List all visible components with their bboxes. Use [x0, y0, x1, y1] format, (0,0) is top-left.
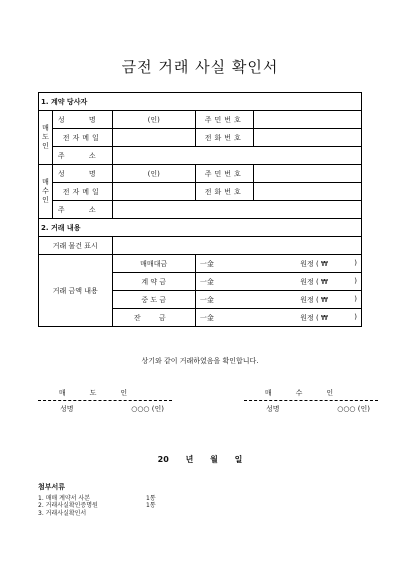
amount-row: [39, 255, 362, 273]
seller-seal: (인): [147, 115, 160, 124]
amount-label: 거래 금액 내용: [39, 255, 113, 327]
buyer-phone-label: 전화번호: [195, 183, 253, 201]
buyer-address-row: [39, 201, 362, 219]
buyer-phone-field[interactable]: [253, 183, 361, 201]
attachment-item: 2. 거래사실확인증명원 1통: [38, 502, 156, 509]
attachment-item: 3. 거래사실확인서: [38, 509, 87, 517]
contract-form-table: [38, 92, 362, 327]
buyer-signature-name-label: 성명: [266, 405, 280, 413]
seller-label: 매 도 인: [39, 111, 53, 165]
attachment-item: 1. 매매 계약서 사본 1통: [38, 494, 156, 502]
buyer-signature-seal[interactable]: ○○○ (인): [337, 405, 370, 413]
buyer-name-label: 성 명: [52, 165, 112, 183]
seller-signature-seal[interactable]: ○○○ (인): [131, 405, 164, 413]
buyer-email-row: [39, 183, 362, 201]
amount-row-label: 매매대금: [112, 255, 195, 273]
section1-header-row: [39, 93, 362, 111]
amount-field[interactable]: 一金 원정 ( ₩ ): [195, 273, 361, 291]
buyer-signature: [244, 388, 378, 414]
seller-id-label: 주민번호: [195, 111, 253, 129]
seller-address-label: 주 소: [52, 147, 112, 165]
section1-heading: 1. 계약 당사자: [39, 93, 362, 111]
buyer-email-field[interactable]: [112, 183, 195, 201]
seller-signature: [38, 388, 172, 414]
seller-email-row: [39, 129, 362, 147]
seller-name-field[interactable]: [112, 111, 195, 129]
amount-row-label: 잔 금: [112, 309, 195, 327]
amount-field[interactable]: 一金 원정 ( ₩ ): [195, 309, 361, 327]
buyer-address-label: 주 소: [52, 201, 112, 219]
seller-phone-label: 전화번호: [195, 129, 253, 147]
section2-header-row: [39, 219, 362, 237]
confirmation-statement: 상기와 같이 거래하였음을 확인합니다.: [141, 357, 259, 365]
document-date: 20 년 월 일: [157, 455, 243, 464]
seller-address-row: [39, 147, 362, 165]
buyer-email-label: 전자메일: [52, 183, 112, 201]
buyer-address-field[interactable]: [112, 201, 361, 219]
seller-phone-field[interactable]: [253, 129, 361, 147]
buyer-id-label: 주민번호: [195, 165, 253, 183]
buyer-label: 매 수 인: [39, 165, 53, 219]
buyer-name-row: [39, 165, 362, 183]
attachments: [38, 484, 156, 517]
seller-email-label: 전자메일: [52, 129, 112, 147]
item-row: [39, 237, 362, 255]
seller-address-field[interactable]: [112, 147, 361, 165]
buyer-signature-role: 매수인: [264, 389, 358, 397]
buyer-name-field[interactable]: [112, 165, 195, 183]
item-field[interactable]: [112, 237, 361, 255]
seller-name-row: [39, 111, 362, 129]
seller-email-field[interactable]: [112, 129, 195, 147]
item-label: 거래 물건 표시: [39, 237, 113, 255]
seller-signature-role: 매도인: [58, 389, 152, 397]
buyer-seal: (인): [147, 169, 160, 178]
amount-row-label: 중 도 금: [112, 291, 195, 309]
buyer-id-field[interactable]: [253, 165, 361, 183]
seller-signature-name-label: 성명: [60, 405, 74, 413]
amount-field[interactable]: 一金 원정 ( ₩ ): [195, 291, 361, 309]
seller-id-field[interactable]: [253, 111, 361, 129]
amount-field[interactable]: 一金 원정 ( ₩ ): [195, 255, 361, 273]
amount-row-label: 계 약 금: [112, 273, 195, 291]
document-title: 금전 거래 사실 확인서: [121, 58, 279, 76]
section2-heading: 2. 거래 내용: [39, 219, 362, 237]
attachments-heading: 첨부서류: [38, 483, 66, 491]
seller-name-label: 성 명: [52, 111, 112, 129]
